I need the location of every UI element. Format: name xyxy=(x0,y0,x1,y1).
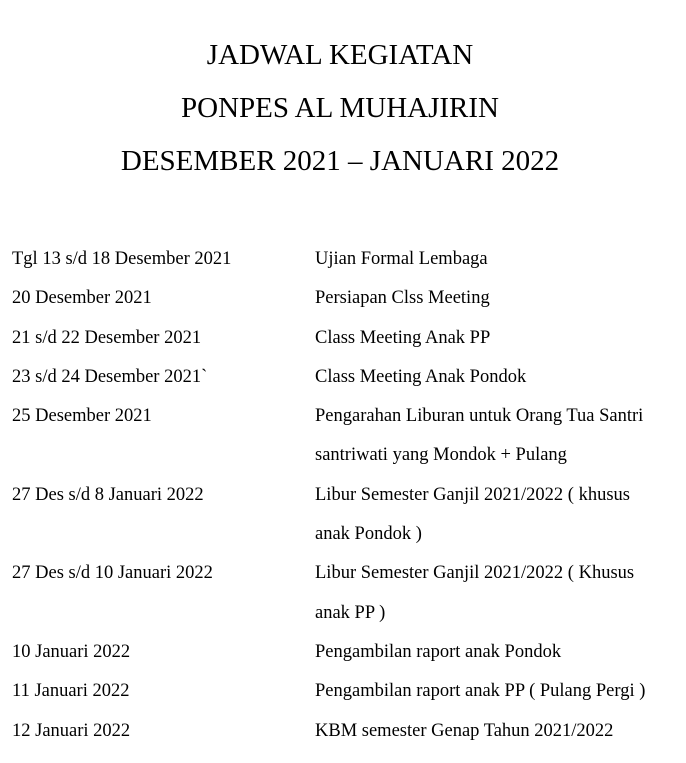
title-line-1: JADWAL KEGIATAN xyxy=(206,39,474,71)
schedule-date: 12 Januari 2022 xyxy=(12,720,131,741)
schedule-list xyxy=(12,240,682,751)
schedule-activity-line: anak PP ) xyxy=(315,602,386,623)
schedule-activity-line: Pengambilan raport anak Pondok xyxy=(315,641,562,662)
schedule-activity-line: Class Meeting Anak Pondok xyxy=(315,366,527,387)
title-line-2: PONPES AL MUHAJIRIN xyxy=(181,92,499,124)
schedule-row xyxy=(12,319,682,358)
schedule-row xyxy=(12,358,682,397)
schedule-date: 25 Desember 2021 xyxy=(12,406,152,427)
schedule-activity-line: Pengarahan Liburan untuk Orang Tua Santri xyxy=(315,406,644,427)
schedule-row xyxy=(12,240,682,279)
schedule-date: 21 s/d 22 Desember 2021 xyxy=(12,327,202,348)
schedule-date: 20 Desember 2021 xyxy=(12,288,152,309)
schedule-row xyxy=(12,279,682,318)
schedule-activity xyxy=(315,397,682,476)
title-line-3: DESEMBER 2021 – JANUARI 2022 xyxy=(120,145,560,177)
schedule-activity xyxy=(315,672,682,711)
schedule-activity xyxy=(315,712,682,751)
schedule-activity xyxy=(315,358,682,397)
schedule-activity xyxy=(315,476,682,555)
schedule-date: 11 Januari 2022 xyxy=(12,681,130,702)
schedule-date: Tgl 13 s/d 18 Desember 2021 xyxy=(12,249,232,269)
schedule-row xyxy=(12,633,682,672)
schedule-activity xyxy=(315,554,682,633)
schedule-activity-line: Libur Semester Ganjil 2021/2022 ( khusus xyxy=(315,484,630,505)
schedule-activity-line: Ujian Formal Lembaga xyxy=(315,249,488,269)
schedule-date: 27 Des s/d 8 Januari 2022 xyxy=(12,484,204,505)
document-title xyxy=(0,29,686,188)
schedule-activity xyxy=(315,319,682,358)
schedule-activity-line: Persiapan Clss Meeting xyxy=(315,288,490,309)
schedule-date: 10 Januari 2022 xyxy=(12,641,131,662)
schedule-activity-line: santriwati yang Mondok + Pulang xyxy=(315,445,567,466)
schedule-row xyxy=(12,712,682,751)
schedule-row xyxy=(12,476,682,555)
schedule-date: 23 s/d 24 Desember 2021` xyxy=(12,366,208,387)
schedule-row xyxy=(12,554,682,633)
schedule-activity-line: Class Meeting Anak PP xyxy=(315,327,491,348)
schedule-activity-line: anak Pondok ) xyxy=(315,524,422,545)
schedule-date: 27 Des s/d 10 Januari 2022 xyxy=(12,563,213,584)
schedule-activity xyxy=(315,279,682,318)
schedule-row xyxy=(12,397,682,476)
schedule-activity-line: KBM semester Genap Tahun 2021/2022 xyxy=(315,720,614,741)
schedule-activity-line: Libur Semester Ganjil 2021/2022 ( Khusus xyxy=(315,563,635,584)
schedule-activity xyxy=(315,240,682,279)
schedule-activity xyxy=(315,633,682,672)
schedule-row xyxy=(12,672,682,711)
schedule-activity-line: Pengambilan raport anak PP ( Pulang Pergi ) xyxy=(315,681,646,702)
